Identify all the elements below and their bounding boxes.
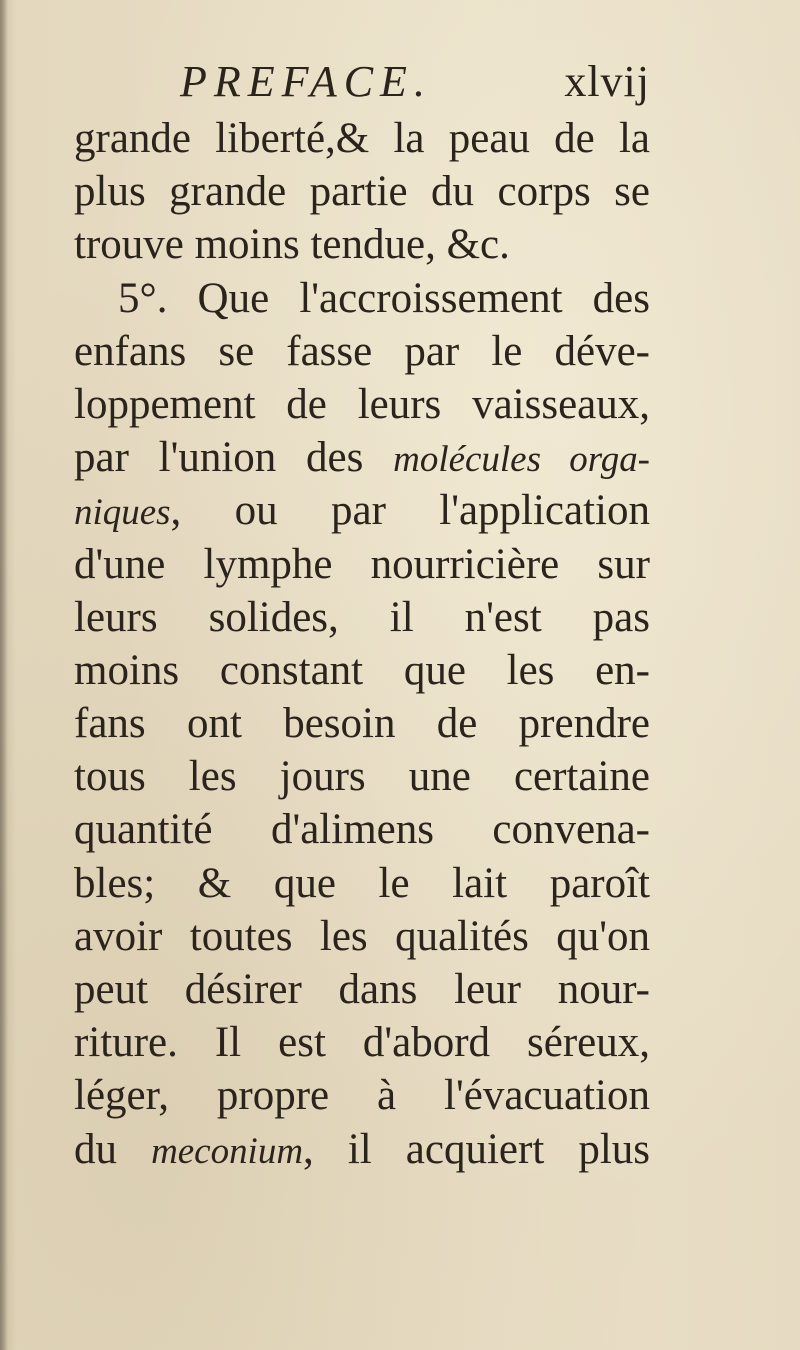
- text-line: bles; & que le lait paroît: [74, 859, 650, 907]
- text-line: riture. Il est d'abord séreux,: [74, 1019, 650, 1067]
- text-line: moins constant que les en-: [74, 646, 650, 694]
- text-line: niques, ou par l'application: [74, 487, 650, 535]
- text-line: peut désirer dans leur nour-: [74, 966, 650, 1013]
- text-line: 5°. Que l'accroissement des: [118, 274, 650, 322]
- italic-term: niques: [74, 491, 171, 533]
- text-line: quantité d'alimens convena-: [74, 806, 650, 854]
- text-line: par l'union des molécules orga-: [74, 434, 650, 482]
- text-line: léger, propre à l'évacuation: [74, 1072, 650, 1120]
- body-text: [74, 112, 650, 1176]
- italic-term: molécules orga-: [393, 438, 650, 480]
- text-line: d'une lymphe nourricière sur: [74, 540, 650, 588]
- running-title: PREFACE.: [180, 57, 432, 106]
- text-line: enfans se fasse par le déve-: [74, 327, 650, 375]
- text-line: fans ont besoin de prendre: [74, 700, 650, 748]
- text-line: trouve moins tendue, &c.: [74, 221, 510, 269]
- text-line: tous les jours une certaine: [74, 753, 650, 801]
- italic-term: meconium: [151, 1129, 304, 1171]
- text-line: loppement de leurs vaisseaux,: [74, 380, 650, 428]
- text-line: avoir toutes les qualités qu'on: [74, 912, 650, 960]
- text-line: grande liberté,& la peau de la: [74, 115, 650, 162]
- text-line: plus grande partie du corps se: [74, 168, 650, 216]
- text-line: leurs solides, il n'est pas: [74, 593, 650, 641]
- page-number: xlvij: [564, 57, 650, 106]
- page-header: [180, 52, 650, 112]
- text-line: du meconium, il acquiert plus: [74, 1125, 651, 1173]
